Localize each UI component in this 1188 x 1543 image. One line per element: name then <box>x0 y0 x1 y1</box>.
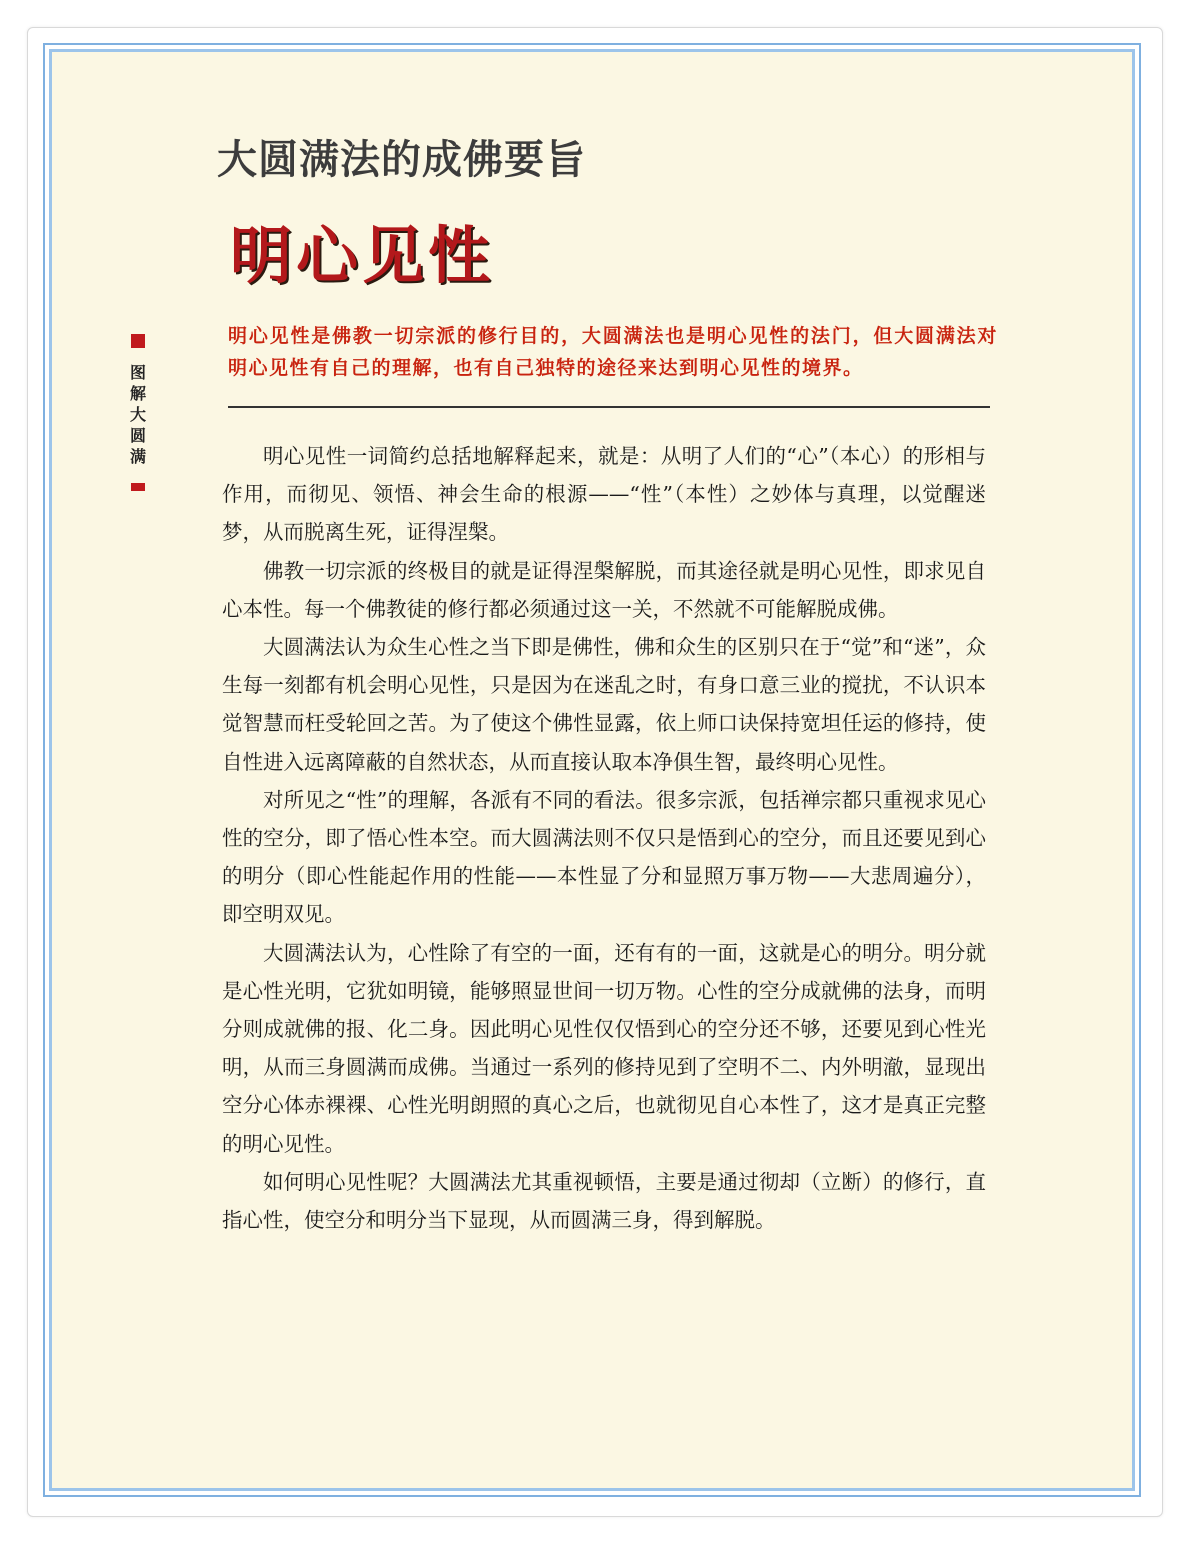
side-tab <box>128 334 148 491</box>
side-marker-square <box>131 334 145 348</box>
body-paragraph: 大圆满法认为众生心性之当下即是佛性，佛和众生的区别只在于“觉”和“迷”，众生每一刻都有机会明心见性，只是因为在迷乱之时，有身口意三业的搅扰，不认识本觉智慧而枉受轮回之苦。为了使这个佛性显露，依上师口诀保持宽坦任运的修持，使自性进入远离障蔽的自然状态，从而直接认取本净俱生智，最终明心见性。 <box>222 635 986 774</box>
body-paragraph: 明心见性一词简约总括地解释起来，就是：从明了人们的“心”（本心）的形相与作用，而彻见、领悟、神会生命的根源——“性”（本性）之妙体与真理，以觉醒迷梦，从而脱离生死，证得涅槃。 <box>222 444 986 545</box>
body-paragraph: 如何明心见性呢？大圆满法尤其重视顿悟，主要是通过彻却（立断）的修行，直指心性，使空分和明分当下显现，从而圆满三身，得到解脱。 <box>222 1169 986 1233</box>
body-paragraph: 对所见之“性”的理解，各派有不同的看法。很多宗派，包括禅宗都只重视求见心性的空分，即了悟心性本空。而大圆满法则不仅只是悟到心的空分，而且还要见到心的明分（即心性能起作用的性能——本性显了分和显照万事万物——大悲周遍分），即空明双见。 <box>222 787 986 927</box>
intro-summary: 明心见性是佛教一切宗派的修行目的，大圆满法也是明心见性的法门，但大圆满法对明心见性有自己的理解，也有自己独特的途径来达到明心见性的境界。 <box>228 325 998 379</box>
chapter-title: 明心见性 <box>230 219 495 292</box>
body-text <box>222 437 986 1239</box>
body-paragraph: 佛教一切宗派的终极目的就是证得涅槃解脱，而其途径就是明心见性，即求见自心本性。每一个佛教徒的修行都必须通过这一关，不然就不可能解脱成佛。 <box>222 558 986 621</box>
side-tab-label: 图解大圆满 <box>129 363 146 466</box>
divider-line <box>228 406 990 408</box>
body-paragraph: 大圆满法认为，心性除了有空的一面，还有有的一面，这就是心的明分。明分就是心性光明，它犹如明镜，能够照显世间一切万物。心性的空分成就佛的法身，而明分则成就佛的报、化二身。因此明心见性仅仅悟到心的空分还不够，还要见到心性光明，从而三身圆满而成佛。当通过一系列的修持见到了空明不二、内外明澈，显现出空分心体赤裸裸、心性光明朗照的真心之后，也就彻见自心本性了，这才是真正完整的明心见性。 <box>222 940 986 1156</box>
section-title: 大圆满法的成佛要旨 <box>217 137 586 183</box>
side-marker-bar <box>131 483 145 491</box>
